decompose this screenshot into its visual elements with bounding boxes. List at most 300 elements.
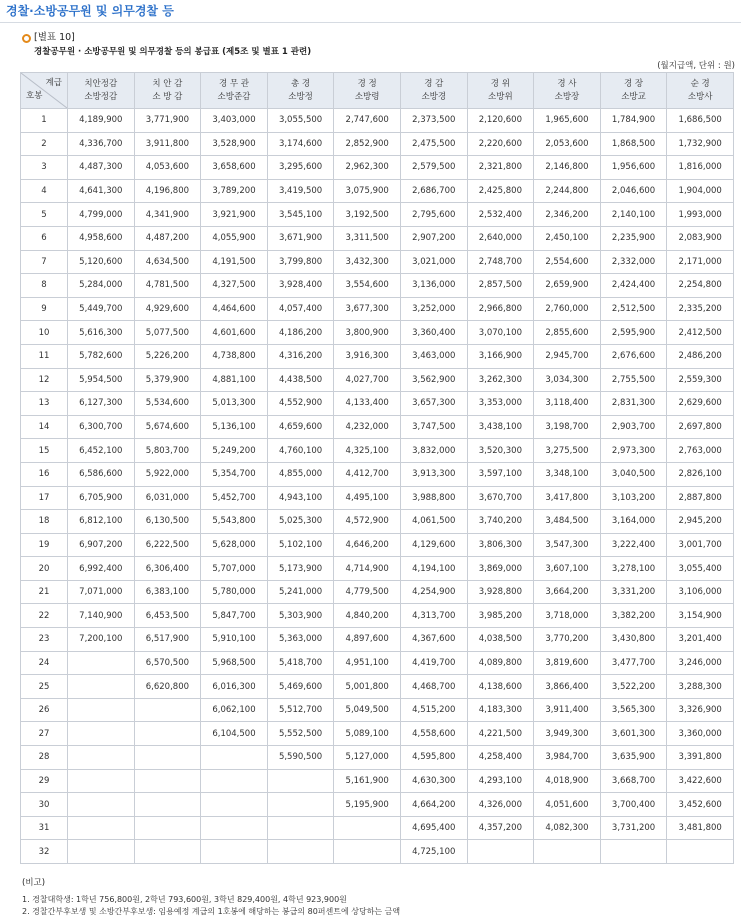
salary-cell: 5,013,300 — [201, 392, 268, 416]
salary-cell: 5,803,700 — [134, 439, 201, 463]
salary-cell: 5,241,000 — [267, 580, 334, 604]
police-rank-label: 경 사 — [557, 78, 577, 89]
salary-cell: 6,016,300 — [201, 675, 268, 699]
table-row — [21, 604, 734, 628]
table-row — [21, 557, 734, 581]
salary-cell: 5,025,300 — [267, 510, 334, 534]
salary-cell: 4,725,100 — [400, 840, 467, 864]
circle-bullet-icon — [22, 34, 31, 43]
salary-cell — [68, 769, 135, 793]
salary-cell — [134, 816, 201, 840]
salary-cell: 4,367,600 — [400, 628, 467, 652]
table-row — [21, 392, 734, 416]
salary-cell: 3,198,700 — [534, 415, 601, 439]
salary-cell: 6,620,800 — [134, 675, 201, 699]
salary-cell: 2,475,500 — [400, 132, 467, 156]
salary-cell — [267, 793, 334, 817]
salary-cell: 3,481,800 — [667, 816, 734, 840]
step-cell: 12 — [21, 368, 68, 392]
salary-cell: 3,275,500 — [534, 439, 601, 463]
salary-cell: 1,686,500 — [667, 109, 734, 133]
salary-cell: 6,907,200 — [68, 533, 135, 557]
step-cell: 25 — [21, 675, 68, 699]
salary-cell: 3,463,000 — [400, 344, 467, 368]
fire-rank-label: 소방장 — [554, 91, 580, 102]
salary-cell: 5,452,700 — [201, 486, 268, 510]
salary-cell: 4,515,200 — [400, 698, 467, 722]
table-row — [21, 533, 734, 557]
salary-cell: 4,646,200 — [334, 533, 401, 557]
salary-cell: 2,220,600 — [467, 132, 534, 156]
salary-cell: 3,547,300 — [534, 533, 601, 557]
salary-cell — [68, 698, 135, 722]
table-row — [21, 840, 734, 864]
salary-cell: 2,595,900 — [600, 321, 667, 345]
salary-cell: 2,140,100 — [600, 203, 667, 227]
salary-cell: 2,335,200 — [667, 297, 734, 321]
salary-cell: 2,973,300 — [600, 439, 667, 463]
salary-cell: 4,189,900 — [68, 109, 135, 133]
salary-cell — [68, 793, 135, 817]
salary-cell: 5,136,100 — [201, 415, 268, 439]
salary-cell: 5,616,300 — [68, 321, 135, 345]
table-row — [21, 203, 734, 227]
salary-cell: 6,586,600 — [68, 462, 135, 486]
salary-cell — [134, 840, 201, 864]
table-row — [21, 179, 734, 203]
table-row — [21, 510, 734, 534]
salary-cell: 3,288,300 — [667, 675, 734, 699]
salary-cell: 4,897,600 — [334, 628, 401, 652]
table-body — [21, 109, 734, 864]
salary-cell — [201, 769, 268, 793]
salary-cell: 2,425,800 — [467, 179, 534, 203]
salary-cell: 3,353,000 — [467, 392, 534, 416]
table-row — [21, 109, 734, 133]
salary-cell: 3,819,600 — [534, 651, 601, 675]
salary-cell: 4,464,600 — [201, 297, 268, 321]
table-corner-header — [21, 73, 68, 109]
salary-cell: 3,419,500 — [267, 179, 334, 203]
salary-cell: 4,695,400 — [400, 816, 467, 840]
salary-cell: 2,659,900 — [534, 274, 601, 298]
salary-cell: 3,671,900 — [267, 226, 334, 250]
salary-cell: 2,763,000 — [667, 439, 734, 463]
step-cell: 10 — [21, 321, 68, 345]
table-row — [21, 250, 734, 274]
salary-cell: 3,664,200 — [534, 580, 601, 604]
salary-cell: 7,140,900 — [68, 604, 135, 628]
police-rank-label: 경 위 — [490, 78, 510, 89]
salary-cell: 6,383,100 — [134, 580, 201, 604]
salary-cell: 2,826,100 — [667, 462, 734, 486]
salary-cell: 4,053,600 — [134, 156, 201, 180]
salary-cell: 1,784,900 — [600, 109, 667, 133]
salary-cell: 4,325,100 — [334, 439, 401, 463]
salary-cell: 2,962,300 — [334, 156, 401, 180]
section-label: [별표 10] — [34, 32, 75, 43]
table-row — [21, 580, 734, 604]
salary-cell: 2,424,400 — [600, 274, 667, 298]
salary-cell: 2,676,600 — [600, 344, 667, 368]
salary-cell: 4,254,900 — [400, 580, 467, 604]
salary-cell: 3,789,200 — [201, 179, 268, 203]
salary-cell: 2,450,100 — [534, 226, 601, 250]
salary-cell: 4,781,500 — [134, 274, 201, 298]
salary-cell: 6,452,100 — [68, 439, 135, 463]
salary-cell: 3,740,200 — [467, 510, 534, 534]
salary-cell: 3,382,200 — [600, 604, 667, 628]
salary-cell: 4,357,200 — [467, 816, 534, 840]
salary-cell: 4,089,800 — [467, 651, 534, 675]
salary-cell: 2,512,500 — [600, 297, 667, 321]
salary-cell: 5,102,100 — [267, 533, 334, 557]
salary-cell — [467, 840, 534, 864]
salary-cell: 6,130,500 — [134, 510, 201, 534]
salary-cell: 4,855,000 — [267, 462, 334, 486]
salary-cell: 2,235,900 — [600, 226, 667, 250]
salary-cell: 4,326,000 — [467, 793, 534, 817]
salary-cell: 3,668,700 — [600, 769, 667, 793]
police-rank-label: 치안정감 — [84, 78, 118, 89]
salary-cell: 2,559,300 — [667, 368, 734, 392]
table-row — [21, 415, 734, 439]
salary-cell: 1,868,500 — [600, 132, 667, 156]
salary-cell — [534, 840, 601, 864]
salary-cell: 3,192,500 — [334, 203, 401, 227]
salary-cell: 3,771,900 — [134, 109, 201, 133]
salary-cell: 3,070,100 — [467, 321, 534, 345]
salary-cell: 5,120,600 — [68, 250, 135, 274]
salary-cell: 3,174,600 — [267, 132, 334, 156]
salary-cell: 5,354,700 — [201, 462, 268, 486]
salary-cell: 3,106,000 — [667, 580, 734, 604]
salary-cell: 3,055,500 — [267, 109, 334, 133]
salary-cell: 5,284,000 — [68, 274, 135, 298]
salary-cell: 3,913,300 — [400, 462, 467, 486]
salary-cell: 2,629,600 — [667, 392, 734, 416]
salary-cell: 3,262,300 — [467, 368, 534, 392]
salary-cell: 5,847,700 — [201, 604, 268, 628]
salary-cell: 4,293,100 — [467, 769, 534, 793]
salary-cell: 3,430,800 — [600, 628, 667, 652]
fire-rank-label: 소방정감 — [84, 91, 118, 102]
step-cell: 30 — [21, 793, 68, 817]
salary-cell: 6,306,400 — [134, 557, 201, 581]
salary-cell: 3,770,200 — [534, 628, 601, 652]
column-header — [534, 73, 601, 109]
remarks-list — [22, 894, 400, 918]
salary-cell: 3,201,400 — [667, 628, 734, 652]
step-cell: 27 — [21, 722, 68, 746]
salary-cell: 3,928,800 — [467, 580, 534, 604]
table-row — [21, 769, 734, 793]
salary-cell: 2,321,800 — [467, 156, 534, 180]
salary-cell: 2,244,800 — [534, 179, 601, 203]
salary-cell: 2,532,400 — [467, 203, 534, 227]
salary-cell: 3,360,000 — [667, 722, 734, 746]
step-cell: 26 — [21, 698, 68, 722]
rank-label: 계급 — [45, 78, 62, 88]
step-cell: 8 — [21, 274, 68, 298]
step-cell: 18 — [21, 510, 68, 534]
salary-cell: 4,881,100 — [201, 368, 268, 392]
salary-cell: 3,326,900 — [667, 698, 734, 722]
police-rank-label: 경 정 — [357, 78, 377, 89]
salary-cell: 4,929,600 — [134, 297, 201, 321]
table-row — [21, 297, 734, 321]
salary-cell: 5,780,000 — [201, 580, 268, 604]
column-header — [267, 73, 334, 109]
salary-cell: 5,922,000 — [134, 462, 201, 486]
salary-cell: 3,545,100 — [267, 203, 334, 227]
salary-cell — [334, 816, 401, 840]
salary-cell: 2,083,900 — [667, 226, 734, 250]
fire-rank-label: 소방위 — [488, 91, 513, 102]
salary-cell — [68, 746, 135, 770]
salary-cell — [68, 816, 135, 840]
salary-cell: 5,782,600 — [68, 344, 135, 368]
salary-cell: 2,747,600 — [334, 109, 401, 133]
salary-cell: 4,412,700 — [334, 462, 401, 486]
salary-cell: 6,992,400 — [68, 557, 135, 581]
salary-cell: 5,001,800 — [334, 675, 401, 699]
salary-cell: 3,528,900 — [201, 132, 268, 156]
step-cell: 14 — [21, 415, 68, 439]
police-rank-label: 순 경 — [690, 78, 710, 89]
salary-cell: 3,246,000 — [667, 651, 734, 675]
salary-cell: 3,422,600 — [667, 769, 734, 793]
police-rank-label: 경 장 — [623, 78, 644, 89]
salary-cell: 2,332,000 — [600, 250, 667, 274]
table-row — [21, 156, 734, 180]
salary-cell: 5,379,900 — [134, 368, 201, 392]
salary-cell: 1,904,000 — [667, 179, 734, 203]
salary-cell — [134, 793, 201, 817]
salary-cell: 3,348,100 — [534, 462, 601, 486]
salary-cell: 6,031,000 — [134, 486, 201, 510]
salary-cell: 3,360,400 — [400, 321, 467, 345]
column-header — [667, 73, 734, 109]
salary-cell: 4,601,600 — [201, 321, 268, 345]
salary-cell: 4,038,500 — [467, 628, 534, 652]
salary-cell: 3,806,300 — [467, 533, 534, 557]
table-row — [21, 274, 734, 298]
column-header — [134, 73, 201, 109]
salary-cell — [267, 769, 334, 793]
salary-cell: 3,700,400 — [600, 793, 667, 817]
salary-cell: 4,468,700 — [400, 675, 467, 699]
fire-rank-label: 소방정 — [288, 91, 313, 102]
step-cell: 28 — [21, 746, 68, 770]
step-cell: 5 — [21, 203, 68, 227]
salary-cell: 4,129,600 — [400, 533, 467, 557]
step-cell: 17 — [21, 486, 68, 510]
police-rank-label: 총 경 — [291, 78, 311, 89]
salary-cell: 4,183,300 — [467, 698, 534, 722]
salary-cell: 4,558,600 — [400, 722, 467, 746]
salary-cell: 4,552,900 — [267, 392, 334, 416]
salary-cell: 4,595,800 — [400, 746, 467, 770]
salary-cell: 5,089,100 — [334, 722, 401, 746]
salary-cell — [68, 651, 135, 675]
salary-cell: 4,487,200 — [134, 226, 201, 250]
salary-cell: 2,640,000 — [467, 226, 534, 250]
salary-cell: 6,062,100 — [201, 698, 268, 722]
salary-cell: 2,760,000 — [534, 297, 601, 321]
salary-cell: 5,512,700 — [267, 698, 334, 722]
step-cell: 11 — [21, 344, 68, 368]
salary-cell: 4,641,300 — [68, 179, 135, 203]
salary-cell — [134, 722, 201, 746]
salary-cell: 3,222,400 — [600, 533, 667, 557]
salary-cell: 5,534,600 — [134, 392, 201, 416]
step-cell: 32 — [21, 840, 68, 864]
salary-cell: 5,543,800 — [201, 510, 268, 534]
salary-cell: 2,146,800 — [534, 156, 601, 180]
step-cell: 20 — [21, 557, 68, 581]
salary-cell: 4,051,600 — [534, 793, 601, 817]
salary-cell: 3,949,300 — [534, 722, 601, 746]
salary-cell: 3,866,400 — [534, 675, 601, 699]
salary-cell: 1,993,000 — [667, 203, 734, 227]
step-cell: 21 — [21, 580, 68, 604]
fire-rank-label: 소방교 — [621, 91, 646, 102]
salary-cell: 4,316,200 — [267, 344, 334, 368]
salary-cell: 2,373,500 — [400, 109, 467, 133]
fire-rank-label: 소 방 감 — [152, 91, 183, 102]
table-row — [21, 132, 734, 156]
salary-cell: 2,795,600 — [400, 203, 467, 227]
salary-cell: 2,831,300 — [600, 392, 667, 416]
column-header — [467, 73, 534, 109]
salary-cell: 1,965,600 — [534, 109, 601, 133]
salary-cell: 4,630,300 — [400, 769, 467, 793]
salary-cell: 3,928,400 — [267, 274, 334, 298]
salary-cell: 4,196,800 — [134, 179, 201, 203]
salary-cell: 6,127,300 — [68, 392, 135, 416]
salary-cell: 3,438,100 — [467, 415, 534, 439]
salary-cell: 2,855,600 — [534, 321, 601, 345]
salary-cell: 3,554,600 — [334, 274, 401, 298]
salary-cell: 4,659,600 — [267, 415, 334, 439]
table-row — [21, 675, 734, 699]
salary-cell: 5,954,500 — [68, 368, 135, 392]
salary-cell: 2,053,600 — [534, 132, 601, 156]
salary-cell: 5,049,500 — [334, 698, 401, 722]
salary-cell: 3,040,500 — [600, 462, 667, 486]
page-title: 경찰·소방공무원 및 의무경찰 등 — [6, 4, 174, 18]
salary-cell: 2,254,800 — [667, 274, 734, 298]
salary-cell: 2,686,700 — [400, 179, 467, 203]
salary-cell — [134, 698, 201, 722]
step-cell: 2 — [21, 132, 68, 156]
step-cell: 23 — [21, 628, 68, 652]
salary-cell: 3,832,000 — [400, 439, 467, 463]
salary-cell: 3,911,400 — [534, 698, 601, 722]
step-cell: 19 — [21, 533, 68, 557]
salary-cell: 3,657,300 — [400, 392, 467, 416]
table-row — [21, 486, 734, 510]
salary-cell: 3,252,000 — [400, 297, 467, 321]
salary-cell — [134, 769, 201, 793]
table-header-row — [21, 73, 734, 109]
salary-cell: 3,718,000 — [534, 604, 601, 628]
salary-cell: 2,887,800 — [667, 486, 734, 510]
salary-cell: 3,522,200 — [600, 675, 667, 699]
salary-cell: 2,907,200 — [400, 226, 467, 250]
step-cell: 24 — [21, 651, 68, 675]
salary-cell: 2,120,600 — [467, 109, 534, 133]
fire-rank-label: 소방경 — [421, 91, 447, 102]
salary-cell: 5,552,500 — [267, 722, 334, 746]
salary-cell: 7,071,000 — [68, 580, 135, 604]
salary-cell: 3,677,300 — [334, 297, 401, 321]
step-label: 호봉 — [26, 91, 43, 101]
remark-item: 2. 경찰간부후보생 및 소방간부후보생: 임용예정 계급의 1호봉에 해당하는 봉급의 80퍼센트에 상당하는 금액 — [22, 907, 401, 916]
salary-cell: 3,452,600 — [667, 793, 734, 817]
police-rank-label: 경 감 — [424, 78, 444, 89]
salary-cell: 1,956,600 — [600, 156, 667, 180]
salary-cell: 5,418,700 — [267, 651, 334, 675]
salary-cell: 3,118,400 — [534, 392, 601, 416]
salary-cell: 2,579,500 — [400, 156, 467, 180]
salary-cell: 4,799,000 — [68, 203, 135, 227]
salary-cell: 5,173,900 — [267, 557, 334, 581]
salary-cell: 3,295,600 — [267, 156, 334, 180]
table-row — [21, 698, 734, 722]
salary-cell: 3,799,800 — [267, 250, 334, 274]
salary-cell: 4,419,700 — [400, 651, 467, 675]
salary-cell: 3,520,300 — [467, 439, 534, 463]
salary-cell: 4,082,300 — [534, 816, 601, 840]
salary-cell: 4,951,100 — [334, 651, 401, 675]
table-row — [21, 816, 734, 840]
salary-cell: 4,327,500 — [201, 274, 268, 298]
table-row — [21, 439, 734, 463]
salary-cell: 3,154,900 — [667, 604, 734, 628]
salary-cell — [667, 840, 734, 864]
salary-cell: 3,484,500 — [534, 510, 601, 534]
table-row — [21, 321, 734, 345]
salary-cell: 3,403,000 — [201, 109, 268, 133]
salary-cell: 3,984,700 — [534, 746, 601, 770]
salary-cell: 6,570,500 — [134, 651, 201, 675]
salary-cell: 4,133,400 — [334, 392, 401, 416]
salary-cell: 5,077,500 — [134, 321, 201, 345]
salary-cell: 3,911,800 — [134, 132, 201, 156]
section-subtitle: 경찰공무원 · 소방공무원 및 의무경찰 등의 봉급표 (제5조 및 별표 1 관련) — [34, 47, 312, 57]
salary-cell: 2,554,600 — [534, 250, 601, 274]
salary-cell: 5,363,000 — [267, 628, 334, 652]
salary-cell: 4,840,200 — [334, 604, 401, 628]
salary-cell: 4,341,900 — [134, 203, 201, 227]
column-header — [600, 73, 667, 109]
salary-cell: 5,127,000 — [334, 746, 401, 770]
step-cell: 1 — [21, 109, 68, 133]
salary-table — [20, 72, 734, 864]
salary-cell — [201, 793, 268, 817]
fire-rank-label: 소방령 — [354, 91, 380, 102]
salary-cell: 3,747,500 — [400, 415, 467, 439]
salary-cell: 3,869,000 — [467, 557, 534, 581]
salary-cell: 5,910,100 — [201, 628, 268, 652]
salary-cell: 3,166,900 — [467, 344, 534, 368]
salary-cell: 1,732,900 — [667, 132, 734, 156]
column-header — [68, 73, 135, 109]
salary-cell: 4,258,400 — [467, 746, 534, 770]
salary-cell: 4,061,500 — [400, 510, 467, 534]
